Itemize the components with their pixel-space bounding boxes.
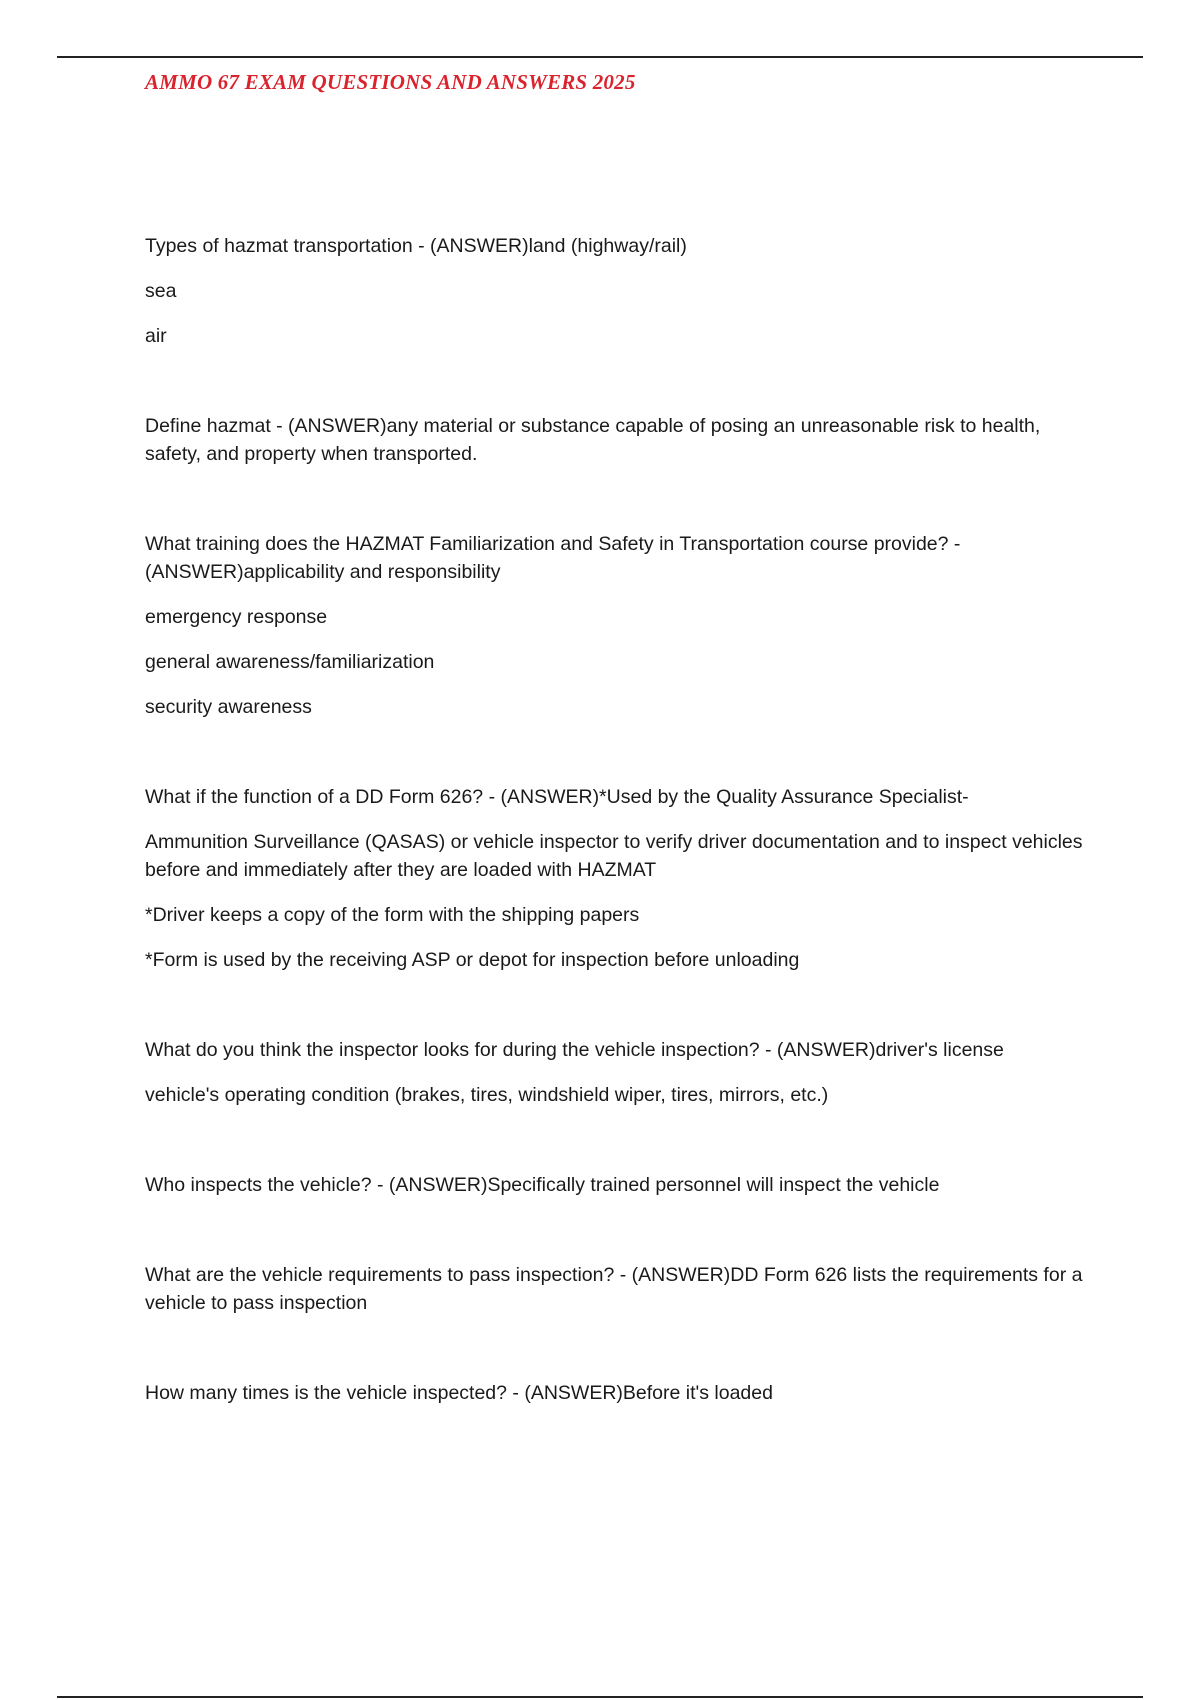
qa-item-6 — [145, 1171, 1085, 1199]
header-rule — [57, 56, 1143, 58]
qa-line: *Driver keeps a copy of the form with the shipping papers — [145, 904, 640, 926]
footer-rule — [57, 1696, 1143, 1698]
qa-line: sea — [145, 280, 177, 302]
qa-line: How many times is the vehicle inspected? - (ANSWER)Before it's loaded — [145, 1382, 773, 1404]
qa-line: Types of hazmat transportation - (ANSWER)land (highway/rail) — [145, 235, 687, 257]
qa-line: What if the function of a DD Form 626? - (ANSWER)*Used by the Quality Assurance Specialist- — [145, 786, 969, 808]
qa-line: Define hazmat - (ANSWER)any material or substance capable of posing an unreasonable risk to health, safety, and property when transported. — [145, 415, 1041, 465]
qa-line: emergency response — [145, 606, 328, 628]
qa-item-3 — [145, 530, 1085, 721]
qa-line: Ammunition Surveillance (QASAS) or vehicle inspector to verify driver documentation and to inspect vehicles before and immediately after they are loaded with HAZMAT — [145, 831, 1083, 881]
qa-item-7 — [145, 1261, 1085, 1317]
qa-line: What training does the HAZMAT Familiarization and Safety in Transportation course provide? - (ANSWER)applicability and responsibility — [145, 533, 961, 583]
qa-item-8 — [145, 1379, 1085, 1407]
qa-line: Who inspects the vehicle? - (ANSWER)Specifically trained personnel will inspect the vehicle — [145, 1174, 940, 1196]
qa-list — [145, 232, 1085, 1469]
qa-item-1 — [145, 232, 1085, 350]
qa-line: security awareness — [145, 696, 312, 718]
qa-line: *Form is used by the receiving ASP or depot for inspection before unloading — [145, 949, 800, 971]
qa-line: What are the vehicle requirements to pass inspection? - (ANSWER)DD Form 626 lists the requirements for a vehicle to pass inspection — [145, 1264, 1083, 1314]
document-title: AMMO 67 EXAM QUESTIONS AND ANSWERS 2025 — [145, 70, 636, 94]
qa-line: What do you think the inspector looks for during the vehicle inspection? - (ANSWER)driver's license — [145, 1039, 1004, 1061]
qa-item-5 — [145, 1036, 1085, 1109]
qa-line: general awareness/familiarization — [145, 651, 435, 673]
qa-item-2 — [145, 412, 1085, 468]
qa-item-4 — [145, 783, 1085, 974]
qa-line: air — [145, 325, 167, 347]
qa-line: vehicle's operating condition (brakes, tires, windshield wiper, tires, mirrors, etc.) — [145, 1084, 829, 1106]
